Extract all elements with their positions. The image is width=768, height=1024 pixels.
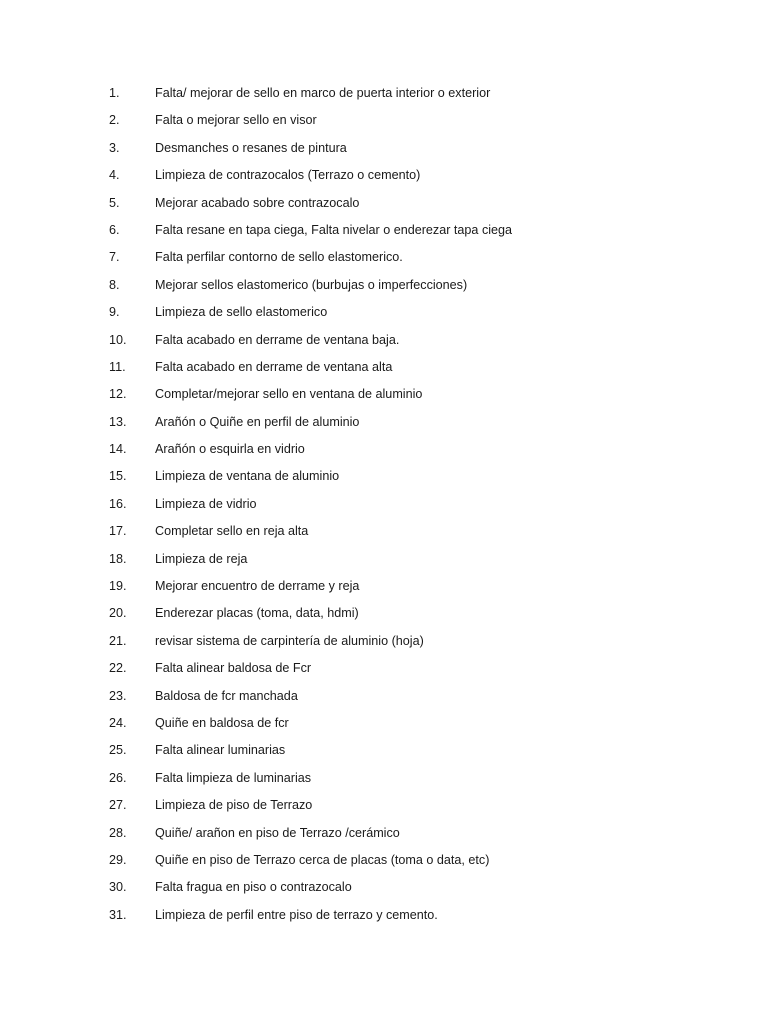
list-item-number: 14. [109, 442, 127, 457]
list-item-text: Falta acabado en derrame de ventana baja. [155, 332, 400, 347]
list-item-number: 3. [109, 140, 120, 155]
list-item-text: revisar sistema de carpintería de aluminio (hoja) [155, 633, 424, 648]
list-item-text: Quiñe en piso de Terrazo cerca de placas (toma o data, etc) [155, 852, 490, 867]
list-item-number: 17. [109, 524, 127, 539]
list-item [0, 573, 768, 600]
list-item [0, 683, 768, 710]
list-item-number: 7. [109, 250, 120, 265]
list-item-number: 20. [109, 606, 127, 621]
list-item-text: Falta alinear luminarias [155, 743, 286, 758]
list-item [0, 600, 768, 627]
list-item-number: 25. [109, 743, 127, 758]
list-item-text: Completar sello en reja alta [155, 524, 309, 539]
list-item-number: 21. [109, 633, 127, 648]
list-item-number: 29. [109, 852, 127, 867]
list-item [0, 847, 768, 874]
list-item-number: 11. [109, 359, 126, 374]
list-item [0, 737, 768, 764]
list-item-number: 12. [109, 387, 127, 402]
list-item [0, 354, 768, 381]
list-item-number: 4. [109, 168, 120, 183]
list-item-text: Falta o mejorar sello en visor [155, 113, 317, 128]
list-item-text: Enderezar placas (toma, data, hdmi) [155, 606, 359, 621]
list-item [0, 162, 768, 189]
list-item-text: Mejorar acabado sobre contrazocalo [155, 195, 360, 210]
list-item-text: Completar/mejorar sello en ventana de aluminio [155, 387, 423, 402]
list-item-number: 9. [109, 305, 120, 320]
list-item-text: Arañón o esquirla en vidrio [155, 442, 305, 457]
list-item-text: Falta alinear baldosa de Fcr [155, 661, 312, 676]
list-item-number: 6. [109, 222, 120, 237]
list-item [0, 80, 768, 107]
list-item [0, 874, 768, 901]
list-item-text: Mejorar encuentro de derrame y reja [155, 579, 360, 594]
list-item-number: 23. [109, 688, 127, 703]
list-item-number: 19. [109, 579, 127, 594]
list-item-number: 27. [109, 798, 127, 813]
list-item [0, 710, 768, 737]
list-item-number: 2. [109, 113, 120, 128]
list-item [0, 518, 768, 545]
list-item-number: 13. [109, 414, 127, 429]
list-item-text: Limpieza de vidrio [155, 496, 257, 511]
list-item-number: 8. [109, 277, 120, 292]
list-item-text: Limpieza de reja [155, 551, 248, 566]
list-item [0, 628, 768, 655]
list-item-text: Limpieza de ventana de aluminio [155, 469, 340, 484]
list-item [0, 327, 768, 354]
list-item [0, 107, 768, 134]
list-item [0, 217, 768, 244]
list-item [0, 765, 768, 792]
list-item [0, 190, 768, 217]
list-item-text: Falta/ mejorar de sello en marco de puerta interior o exterior [155, 86, 491, 100]
list-item-number: 30. [109, 880, 127, 895]
list-item [0, 299, 768, 326]
list-item-text: Limpieza de piso de Terrazo [155, 798, 313, 813]
list-item-number: 5. [109, 195, 120, 210]
list-item [0, 244, 768, 271]
list-item-number: 10. [109, 332, 127, 347]
numbered-list [0, 80, 768, 929]
list-item-number: 31. [109, 907, 127, 922]
list-item-text: Quiñe en baldosa de fcr [155, 715, 289, 730]
list-item [0, 491, 768, 518]
list-item-text: Quiñe/ arañon en piso de Terrazo /cerámico [155, 825, 400, 840]
list-item [0, 381, 768, 408]
list-item [0, 792, 768, 819]
list-item [0, 820, 768, 847]
list-item-number: 28. [109, 825, 127, 840]
list-item-text: Limpieza de contrazocalos (Terrazo o cemento) [155, 168, 421, 183]
list-item [0, 655, 768, 682]
list-item-text: Falta limpieza de luminarias [155, 770, 312, 785]
list-item-number: 16. [109, 496, 127, 511]
list-item [0, 463, 768, 490]
list-item [0, 546, 768, 573]
list-item-text: Falta resane en tapa ciega, Falta nivelar o enderezar tapa ciega [155, 222, 513, 237]
list-item-text: Falta acabado en derrame de ventana alta [155, 359, 393, 374]
list-item-text: Falta fragua en piso o contrazocalo [155, 880, 352, 895]
list-item-number: 1. [109, 86, 120, 100]
list-item [0, 902, 768, 929]
list-item [0, 272, 768, 299]
list-item-number: 15. [109, 469, 127, 484]
list-item-number: 22. [109, 661, 127, 676]
list-item-text: Desmanches o resanes de pintura [155, 140, 347, 155]
list-item-text: Falta perfilar contorno de sello elastomerico. [155, 250, 403, 265]
list-item-text: Limpieza de sello elastomerico [155, 305, 328, 320]
list-item [0, 409, 768, 436]
list-item-number: 24. [109, 715, 127, 730]
list-item-number: 26. [109, 770, 127, 785]
list-item-text: Arañón o Quiñe en perfil de aluminio [155, 414, 360, 429]
list-item-text: Baldosa de fcr manchada [155, 688, 298, 703]
list-item-number: 18. [109, 551, 127, 566]
list-item-text: Limpieza de perfil entre piso de terrazo y cemento. [155, 907, 438, 922]
list-item [0, 135, 768, 162]
list-item-text: Mejorar sellos elastomerico (burbujas o imperfecciones) [155, 277, 468, 292]
list-item [0, 436, 768, 463]
